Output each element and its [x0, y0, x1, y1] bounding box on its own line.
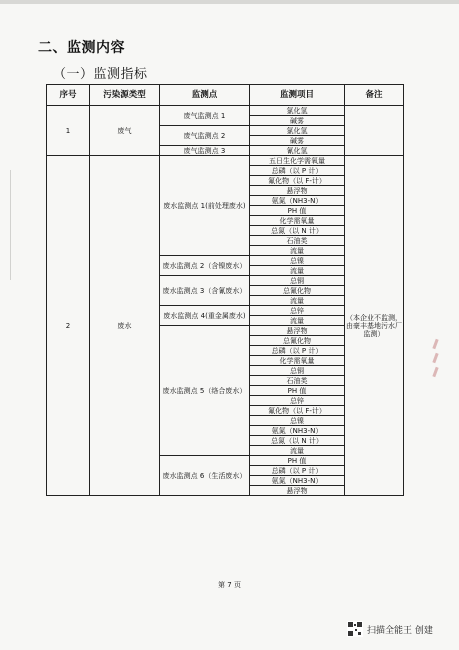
monitoring-item-cell: 总锌	[250, 306, 345, 316]
monitoring-table	[46, 84, 404, 496]
monitoring-item-cell: 氟化物（以 F-计）	[250, 176, 345, 186]
monitoring-item-cell: 总铜	[250, 366, 345, 376]
scanner-watermark	[347, 621, 433, 637]
monitoring-point-cell: 废气监测点 2	[160, 126, 250, 146]
remarks-cell	[345, 106, 404, 156]
header-source-type: 污染源类型	[90, 85, 160, 106]
monitoring-item-cell: 石油类	[250, 376, 345, 386]
monitoring-item-cell: 化学需氧量	[250, 216, 345, 226]
monitoring-item-cell: 总氰化物	[250, 286, 345, 296]
monitoring-item-cell: 流量	[250, 316, 345, 326]
table-header-row	[47, 85, 404, 106]
monitoring-item-cell: 流量	[250, 446, 345, 456]
monitoring-item-cell: 氯化氢	[250, 126, 345, 136]
monitoring-item-cell: 总氮（以 N 计）	[250, 436, 345, 446]
monitoring-item-cell: PH 值	[250, 386, 345, 396]
monitoring-point-cell: 废水监测点 2（含镍废水）	[160, 256, 250, 276]
monitoring-item-cell: 总氮（以 N 计）	[250, 226, 345, 236]
watermark-text: 扫描全能王 创建	[367, 625, 433, 636]
monitoring-item-cell: 总镍	[250, 256, 345, 266]
seal-stamp-icon	[430, 335, 442, 395]
monitoring-item-cell: 氨氮（NH3-N）	[250, 476, 345, 486]
source-type-cell: 废气	[90, 106, 160, 156]
monitoring-item-cell: 流量	[250, 266, 345, 276]
monitoring-item-cell: 氯化氢	[250, 106, 345, 116]
header-monitoring-item: 监测项目	[250, 85, 345, 106]
scan-edge	[0, 0, 459, 4]
monitoring-item-cell: PH 值	[250, 456, 345, 466]
table-row	[47, 106, 404, 116]
monitoring-item-cell: 总磷（以 P 计）	[250, 346, 345, 356]
monitoring-item-cell: 氨氮（NH3-N）	[250, 426, 345, 436]
monitoring-item-cell: 五日生化学需氧量	[250, 156, 345, 166]
monitoring-item-cell: 流量	[250, 246, 345, 256]
serial-cell: 2	[47, 156, 90, 496]
monitoring-item-cell: 总氰化物	[250, 336, 345, 346]
serial-cell: 1	[47, 106, 90, 156]
monitoring-item-cell: PH 值	[250, 206, 345, 216]
monitoring-item-cell: 总锌	[250, 396, 345, 406]
monitoring-point-cell: 废气监测点 3	[160, 146, 250, 156]
monitoring-item-cell: 悬浮物	[250, 186, 345, 196]
remarks-cell: （本企业不监测，由豪丰基地污水厂监测）	[345, 156, 404, 496]
monitoring-item-cell: 总磷（以 P 计）	[250, 466, 345, 476]
monitoring-point-cell: 废水监测点 3（含氰废水）	[160, 276, 250, 306]
monitoring-item-cell: 碱雾	[250, 116, 345, 126]
monitoring-point-cell: 废水监测点 1(前处理废水)	[160, 156, 250, 256]
monitoring-item-cell: 氰化氢	[250, 146, 345, 156]
monitoring-item-cell: 氨氮（NH3-N）	[250, 196, 345, 206]
monitoring-item-cell: 流量	[250, 296, 345, 306]
source-type-cell: 废水	[90, 156, 160, 496]
monitoring-item-cell: 总铜	[250, 276, 345, 286]
monitoring-item-cell: 悬浮物	[250, 326, 345, 336]
monitoring-item-cell: 总磷（以 P 计）	[250, 166, 345, 176]
monitoring-item-cell: 石油类	[250, 236, 345, 246]
subsection-title: （一）监测指标	[53, 67, 148, 82]
qr-code-icon	[347, 621, 363, 637]
monitoring-point-cell: 废水监测点 5（络合废水）	[160, 326, 250, 456]
monitoring-point-cell: 废水监测点 4(重金属废水)	[160, 306, 250, 326]
header-remarks: 备注	[345, 85, 404, 106]
monitoring-item-cell: 总镍	[250, 416, 345, 426]
monitoring-item-cell: 碱雾	[250, 136, 345, 146]
section-title: 二、监测内容	[38, 40, 125, 56]
scan-artifact	[10, 170, 11, 280]
header-monitoring-point: 监测点	[160, 85, 250, 106]
monitoring-point-cell: 废气监测点 1	[160, 106, 250, 126]
monitoring-item-cell: 悬浮物	[250, 486, 345, 496]
monitoring-point-cell: 废水监测点 6（生活废水）	[160, 456, 250, 496]
monitoring-item-cell: 氟化物（以 F-计）	[250, 406, 345, 416]
monitoring-item-cell: 化学需氧量	[250, 356, 345, 366]
header-serial: 序号	[47, 85, 90, 106]
page-number: 第 7 页	[218, 581, 241, 589]
table-row	[47, 156, 404, 166]
